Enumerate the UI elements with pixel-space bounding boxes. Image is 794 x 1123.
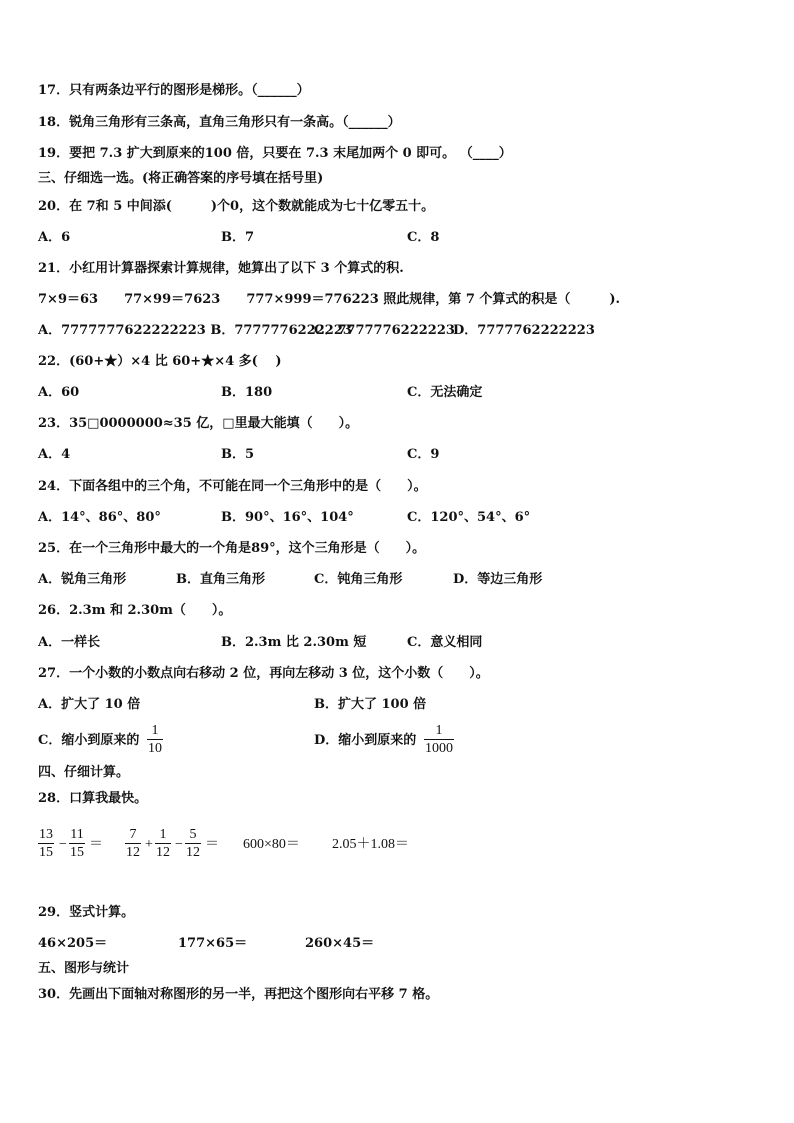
fraction-denominator: 12	[156, 845, 170, 860]
q27-fraction-c	[147, 723, 163, 756]
fraction-numerator: 5	[189, 827, 197, 842]
q25-option-a: A．锐角三角形	[38, 572, 127, 587]
fraction-denominator: 15	[70, 845, 84, 860]
fraction-bar	[424, 739, 454, 740]
q17: 17．只有两条边平行的图形是梯形。（______）	[38, 83, 310, 98]
q27-fraction-d	[424, 723, 454, 756]
fraction-numerator: 7	[129, 827, 137, 842]
q27-option-c: C．缩小到原来的	[38, 733, 140, 748]
q21: 21．小红用计算器探索计算规律，她算出了以下 3 个算式的积.	[38, 261, 404, 276]
q21-option-c: C．7777776222223	[314, 323, 455, 338]
q20: 20．在 7和 5 中间添( )个0，这个数就能成为七十亿零五十。	[38, 199, 435, 214]
q21-option-ab: A．7777777622222223 B．7777776222223	[38, 323, 352, 338]
q28-fraction-5	[185, 827, 201, 860]
q30: 30．先画出下面轴对称图形的另一半，再把这个图形向右平移 7 格。	[38, 987, 439, 1002]
q29-item-1: 46×205＝	[38, 936, 108, 951]
q23-option-a: A．4	[38, 447, 71, 462]
q24-option-a: A．14°、86°、80°	[38, 510, 161, 525]
fraction-bar	[155, 843, 171, 844]
q25-option-c: C．钝角三角形	[314, 572, 403, 587]
equals-sign: ＝	[89, 837, 103, 852]
fraction-numerator: 1	[159, 827, 167, 842]
fraction-denominator: 1000	[425, 741, 453, 756]
q21-line2: 7×9＝63 77×99＝7623 777×999＝776223 照此规律，第 7 个算式的积是（ ).	[38, 292, 621, 307]
fraction-denominator: 10	[148, 741, 162, 756]
q26: 26．2.3m 和 2.30m（ ）。	[38, 603, 232, 618]
q19: 19．要把 7.3 扩大到原来的100 倍，只要在 7.3 末尾加两个 0 即可。 （____）	[38, 146, 512, 161]
q27-option-a: A．扩大了 10 倍	[38, 697, 141, 712]
fraction-bar	[38, 843, 54, 844]
q28-fraction-4	[155, 827, 171, 860]
q26-option-b: B．2.3m 比 2.30m 短	[221, 635, 367, 650]
fraction-bar	[185, 843, 201, 844]
q25: 25．在一个三角形中最大的一个角是89°，这个三角形是（ ）。	[38, 541, 426, 556]
fraction-numerator: 1	[151, 723, 159, 738]
q26-option-c: C．意义相同	[407, 635, 483, 650]
fraction-numerator: 11	[70, 827, 84, 842]
fraction-bar	[69, 843, 85, 844]
q20-option-b: B．7	[221, 230, 255, 245]
q28-fraction-1	[38, 827, 54, 860]
q23: 23．35□0000000≈35 亿，□里最大能填（ ）。	[38, 416, 359, 431]
q28-fraction-3	[125, 827, 141, 860]
q22-option-c: C．无法确定	[407, 385, 483, 400]
fraction-bar	[125, 843, 141, 844]
q24-option-c: C．120°、54°、6°	[407, 510, 531, 525]
minus-sign: −	[175, 837, 183, 852]
minus-sign: −	[59, 837, 67, 852]
section-3-heading: 三、仔细选一选。(将正确答案的序号填在括号里)	[38, 171, 324, 186]
fraction-bar	[147, 739, 163, 740]
q25-option-d: D．等边三角形	[453, 572, 543, 587]
fraction-denominator: 15	[39, 845, 53, 860]
q24-option-b: B．90°、16°、104°	[221, 510, 354, 525]
q27-option-b: B．扩大了 100 倍	[314, 697, 427, 712]
fraction-denominator: 12	[126, 845, 140, 860]
q23-option-c: C．9	[407, 447, 440, 462]
q28-fraction-2	[69, 827, 85, 860]
fraction-denominator: 12	[186, 845, 200, 860]
q18: 18．锐角三角形有三条高，直角三角形只有一条高。（______）	[38, 115, 401, 130]
q29-item-3: 260×45＝	[305, 936, 375, 951]
q27: 27．一个小数的小数点向右移动 2 位，再向左移动 3 位，这个小数（ ）。	[38, 666, 489, 681]
q23-option-b: B．5	[221, 447, 255, 462]
q22-option-b: B．180	[221, 385, 273, 400]
q24: 24．下面各组中的三个角，不可能在同一个三角形中的是（ ）。	[38, 479, 427, 494]
equals-sign: ＝	[205, 837, 219, 852]
q26-option-a: A．一样长	[38, 635, 101, 650]
q25-option-b: B．直角三角形	[176, 572, 265, 587]
q20-option-c: C．8	[407, 230, 440, 245]
q27-option-d: D．缩小到原来的	[314, 733, 417, 748]
q21-option-d: D．7777762222223	[453, 323, 595, 338]
plus-sign: +	[145, 837, 153, 852]
q22: 22．(60+★）×4 比 60+★×4 多( )	[38, 354, 282, 369]
q28: 28．口算我最快。	[38, 791, 148, 806]
section-4-heading: 四、仔细计算。	[38, 765, 130, 780]
fraction-numerator: 13	[39, 827, 53, 842]
q28-expression-d: 2.05＋1.08＝	[332, 837, 409, 852]
q29-item-2: 177×65＝	[178, 936, 248, 951]
fraction-numerator: 1	[435, 723, 443, 738]
section-5-heading: 五、图形与统计	[38, 961, 130, 976]
q29: 29．竖式计算。	[38, 905, 135, 920]
q28-expression-c: 600×80＝	[243, 837, 300, 852]
q22-option-a: A．60	[38, 385, 80, 400]
q20-option-a: A．6	[38, 230, 71, 245]
